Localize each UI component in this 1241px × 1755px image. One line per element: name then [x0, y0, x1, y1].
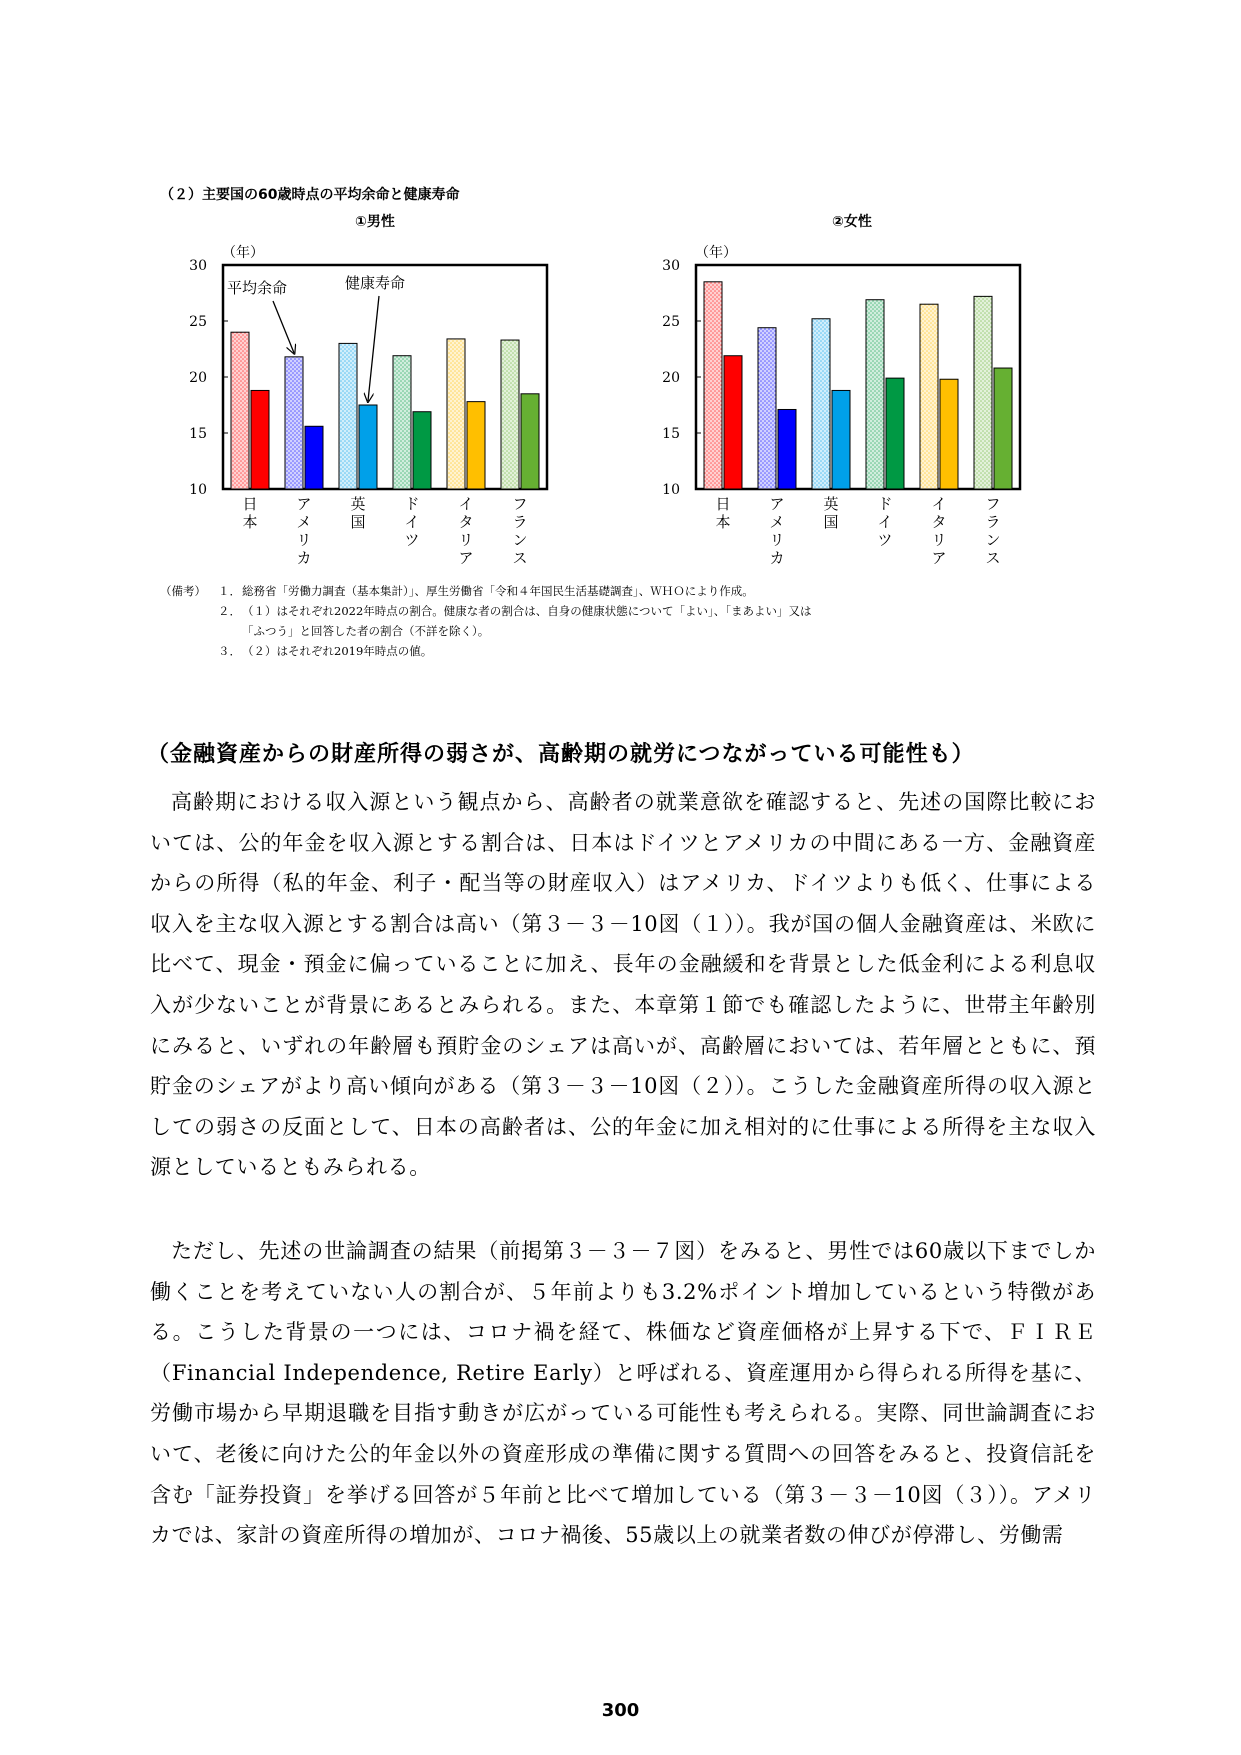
category-label-char: ツ	[877, 531, 893, 549]
bar-healthy-life	[359, 405, 377, 489]
bar-life-expectancy	[285, 357, 303, 489]
bar-life-expectancy	[758, 328, 776, 489]
body-paragraph: ただし、先述の世論調査の結果（前掲第３－３－７図）をみると、男性では60歳以下までしか働くことを考えていない人の割合が、５年前よりも3.2%ポイント増加しているという特徴がある。こうした背景の一つには、コロナ禍を経て、株価など資産価格が上昇する下で、ＦＩＲＥ（Financial Independence, Retire Early）と呼ばれる、資産運用から得られる所得を基に、労働市場から早期退職を目指す動きが広がっている可能性も考えられる。実際、同世論調査において、老後に向けた公的年金以外の資産形成の準備に関する質問への回答をみると、投資信託を含む「証券投資」を挙げる回答が５年前と比べて増加している（第３－３－10図（３））。アメリカでは、家計の資産所得の増加が、コロナ禍後、55歳以上の就業者数の伸びが停滞し、労働需	[150, 1239, 1096, 1548]
category-label-char: イ	[877, 513, 893, 531]
y-tick-label: 25	[189, 314, 207, 330]
bar-healthy-life	[940, 379, 958, 489]
category-label-char: メ	[296, 513, 312, 531]
chart-male	[189, 244, 547, 567]
y-tick-label: 20	[189, 370, 207, 386]
bar-healthy-life	[467, 402, 485, 489]
category-label-char: イ	[931, 495, 947, 513]
category-label-char: 本	[715, 513, 731, 531]
category-label-char: タ	[931, 513, 947, 531]
category-label-char: 英	[350, 495, 366, 513]
category-label-char: ア	[296, 495, 312, 513]
bar-healthy-life	[832, 390, 850, 489]
bar-life-expectancy	[920, 304, 938, 489]
bar-life-expectancy	[339, 343, 357, 489]
y-axis-unit: （年）	[222, 245, 264, 261]
category-label-char: メ	[769, 513, 785, 531]
category-label-char: ス	[985, 549, 1001, 567]
category-label-char: カ	[296, 549, 312, 567]
category-label-char: 本	[242, 513, 258, 531]
note-number: ３．	[218, 644, 241, 658]
bar-life-expectancy	[866, 300, 884, 489]
figure-charts	[0, 0, 1241, 680]
category-label-char: ア	[769, 495, 785, 513]
category-label-char: ラ	[512, 513, 528, 531]
y-tick-label: 20	[662, 370, 680, 386]
chart-title-female: ②女性	[832, 214, 872, 230]
note-text: 総務省「労働力調査（基本集計）」、厚生労働省「令和４年国民生活基礎調査」、ＷＨＯにより作成。	[242, 584, 754, 598]
category-label-char: イ	[404, 513, 420, 531]
category-label-char: ラ	[985, 513, 1001, 531]
category-label-char: ス	[512, 549, 528, 567]
bar-healthy-life	[251, 390, 269, 489]
y-tick-label: 10	[662, 482, 680, 498]
category-label-char: ア	[931, 549, 947, 567]
plot-frame	[696, 265, 1020, 489]
category-label-char: ド	[877, 495, 893, 513]
bar-healthy-life	[413, 412, 431, 489]
category-label-char: フ	[512, 495, 528, 513]
category-label-char: 国	[823, 513, 839, 531]
y-tick-label: 25	[662, 314, 680, 330]
category-label-char: 日	[715, 495, 731, 513]
y-tick-label: 15	[662, 426, 680, 442]
category-label-char: フ	[985, 495, 1001, 513]
page-number: 300	[601, 1700, 640, 1721]
category-label-char: ツ	[404, 531, 420, 549]
y-tick-label: 10	[189, 482, 207, 498]
annotation-life-expectancy: 平均余命	[227, 279, 288, 297]
figure-notes	[160, 581, 1100, 661]
notes-label: （備考）	[160, 584, 206, 598]
category-label-char: ア	[458, 549, 474, 567]
category-label-char: リ	[931, 531, 947, 549]
category-label-char: リ	[296, 531, 312, 549]
bar-healthy-life	[994, 368, 1012, 489]
bar-healthy-life	[305, 426, 323, 489]
note-text: （１）はそれぞれ2022年時点の割合。健康な者の割合は、自身の健康状態について「よい」、「まあよい」又は	[242, 604, 812, 618]
category-label-char: ン	[512, 531, 528, 549]
y-axis-unit: （年）	[695, 245, 737, 261]
category-label-char: イ	[458, 495, 474, 513]
chart-title-male: ①男性	[355, 214, 395, 230]
bar-life-expectancy	[704, 282, 722, 489]
annotation-arrow	[273, 301, 294, 353]
category-label-char: 日	[242, 495, 258, 513]
section-heading: （金融資産からの財産所得の弱さが、高齢期の就労につながっている可能性も）	[147, 742, 975, 767]
category-label-char: 英	[823, 495, 839, 513]
bar-life-expectancy	[501, 340, 519, 489]
bar-healthy-life	[778, 409, 796, 489]
category-label-char: リ	[769, 531, 785, 549]
category-label-char: タ	[458, 513, 474, 531]
bar-healthy-life	[724, 356, 742, 489]
y-tick-label: 30	[662, 258, 680, 274]
category-label-char: ド	[404, 495, 420, 513]
category-label-char: リ	[458, 531, 474, 549]
note-number: ２．	[218, 604, 241, 618]
bar-healthy-life	[521, 394, 539, 489]
category-label-char: ン	[985, 531, 1001, 549]
annotation-arrow	[368, 296, 379, 401]
plot-frame	[223, 265, 547, 489]
y-tick-label: 30	[189, 258, 207, 274]
category-label-char: 国	[350, 513, 366, 531]
body-paragraph: 高齢期における収入源という観点から、高齢者の就業意欲を確認すると、先述の国際比較においては、公的年金を収入源とする割合は、日本はドイツとアメリカの中間にある一方、金融資産からの所得（私的年金、利子・配当等の財産収入）はアメリカ、ドイツよりも低く、仕事による収入を主な収入源とする割合は高い（第３－３－10図（１））。我が国の個人金融資産は、米欧に比べて、現金・預金に偏っていることに加え、長年の金融緩和を背景とした低金利による利息収入が少ないことが背景にあるとみられる。また、本章第１節でも確認したように、世帯主年齢別にみると、いずれの年齢層も預貯金のシェアは高いが、高齢層においては、若年層とともに、預貯金のシェアがより高い傾向がある（第３－３－10図（２））。こうした金融資産所得の収入源としての弱さの反面として、日本の高齢者は、公的年金に加え相対的に仕事による所得を主な収入源としているともみられる。	[150, 790, 1096, 1180]
y-tick-label: 15	[189, 426, 207, 442]
figure-section-title: （２）主要国の60歳時点の平均余命と健康寿命	[160, 187, 460, 203]
bar-healthy-life	[886, 378, 904, 489]
bar-life-expectancy	[447, 339, 465, 489]
bar-life-expectancy	[974, 296, 992, 489]
note-text: （２）はそれぞれ2019年時点の値。	[242, 644, 433, 658]
bar-life-expectancy	[393, 356, 411, 489]
chart-female	[662, 244, 1020, 567]
annotation-healthy-life: 健康寿命	[345, 274, 406, 292]
note-number: １．	[218, 584, 241, 598]
bar-life-expectancy	[231, 332, 249, 489]
note-text-continued: 「ふつう」と回答した者の割合（不詳を除く）。	[242, 624, 490, 638]
bar-life-expectancy	[812, 319, 830, 489]
category-label-char: カ	[769, 549, 785, 567]
